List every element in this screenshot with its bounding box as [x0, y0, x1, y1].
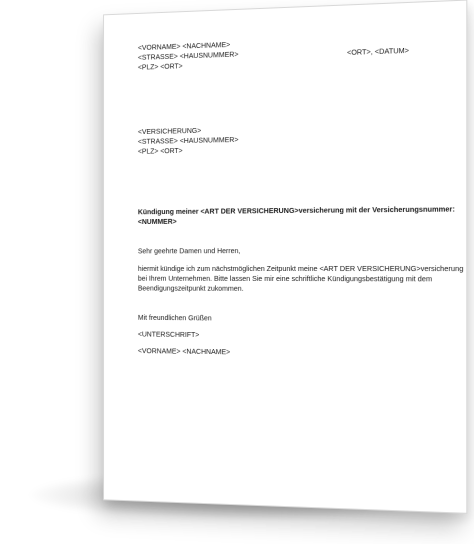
body-line-2: bei Ihrem Unternehmen. Bitte lassen Sie mir eine schriftliche Kündigungsbestätigung mit dem: [137, 273, 433, 284]
sender-name: <VORNAME> <NACHNAME>: [137, 39, 231, 53]
recipient-city: <PLZ> <ORT>: [137, 145, 183, 156]
page-perspective: [15, 0, 474, 544]
salutation: Sehr geehrte Damen und Herren,: [137, 246, 241, 256]
subject-line-1: Kündigung meiner <ART DER VERSICHERUNG>versicherung mit der Versicherungsnummer:: [137, 204, 455, 217]
place-date: <ORT>, <DATUM>: [346, 45, 410, 57]
recipient-company: <VERSICHERUNG>: [137, 125, 202, 137]
closing: Mit freundlichen Grüßen: [137, 312, 212, 323]
signer-name: <VORNAME> <NACHNAME>: [137, 346, 231, 357]
body-line-1: hiermit kündige ich zum nächstmöglichen Zeitpunkt meine <ART DER VERSICHERUNG>versicherung: [137, 263, 464, 274]
letter-page: [103, 0, 467, 514]
subject-line-2: <NUMMER>: [137, 216, 177, 226]
body-line-3: Beendigungszeitpunkt zukommen.: [137, 283, 244, 293]
recipient-street: <STRASSE> <HAUSNUMMER>: [137, 134, 239, 146]
sender-city: <PLZ> <ORT>: [137, 61, 183, 72]
signature-placeholder: <UNTERSCHRIFT>: [137, 329, 200, 340]
sender-street: <STRASSE> <HAUSNUMMER>: [137, 49, 239, 62]
